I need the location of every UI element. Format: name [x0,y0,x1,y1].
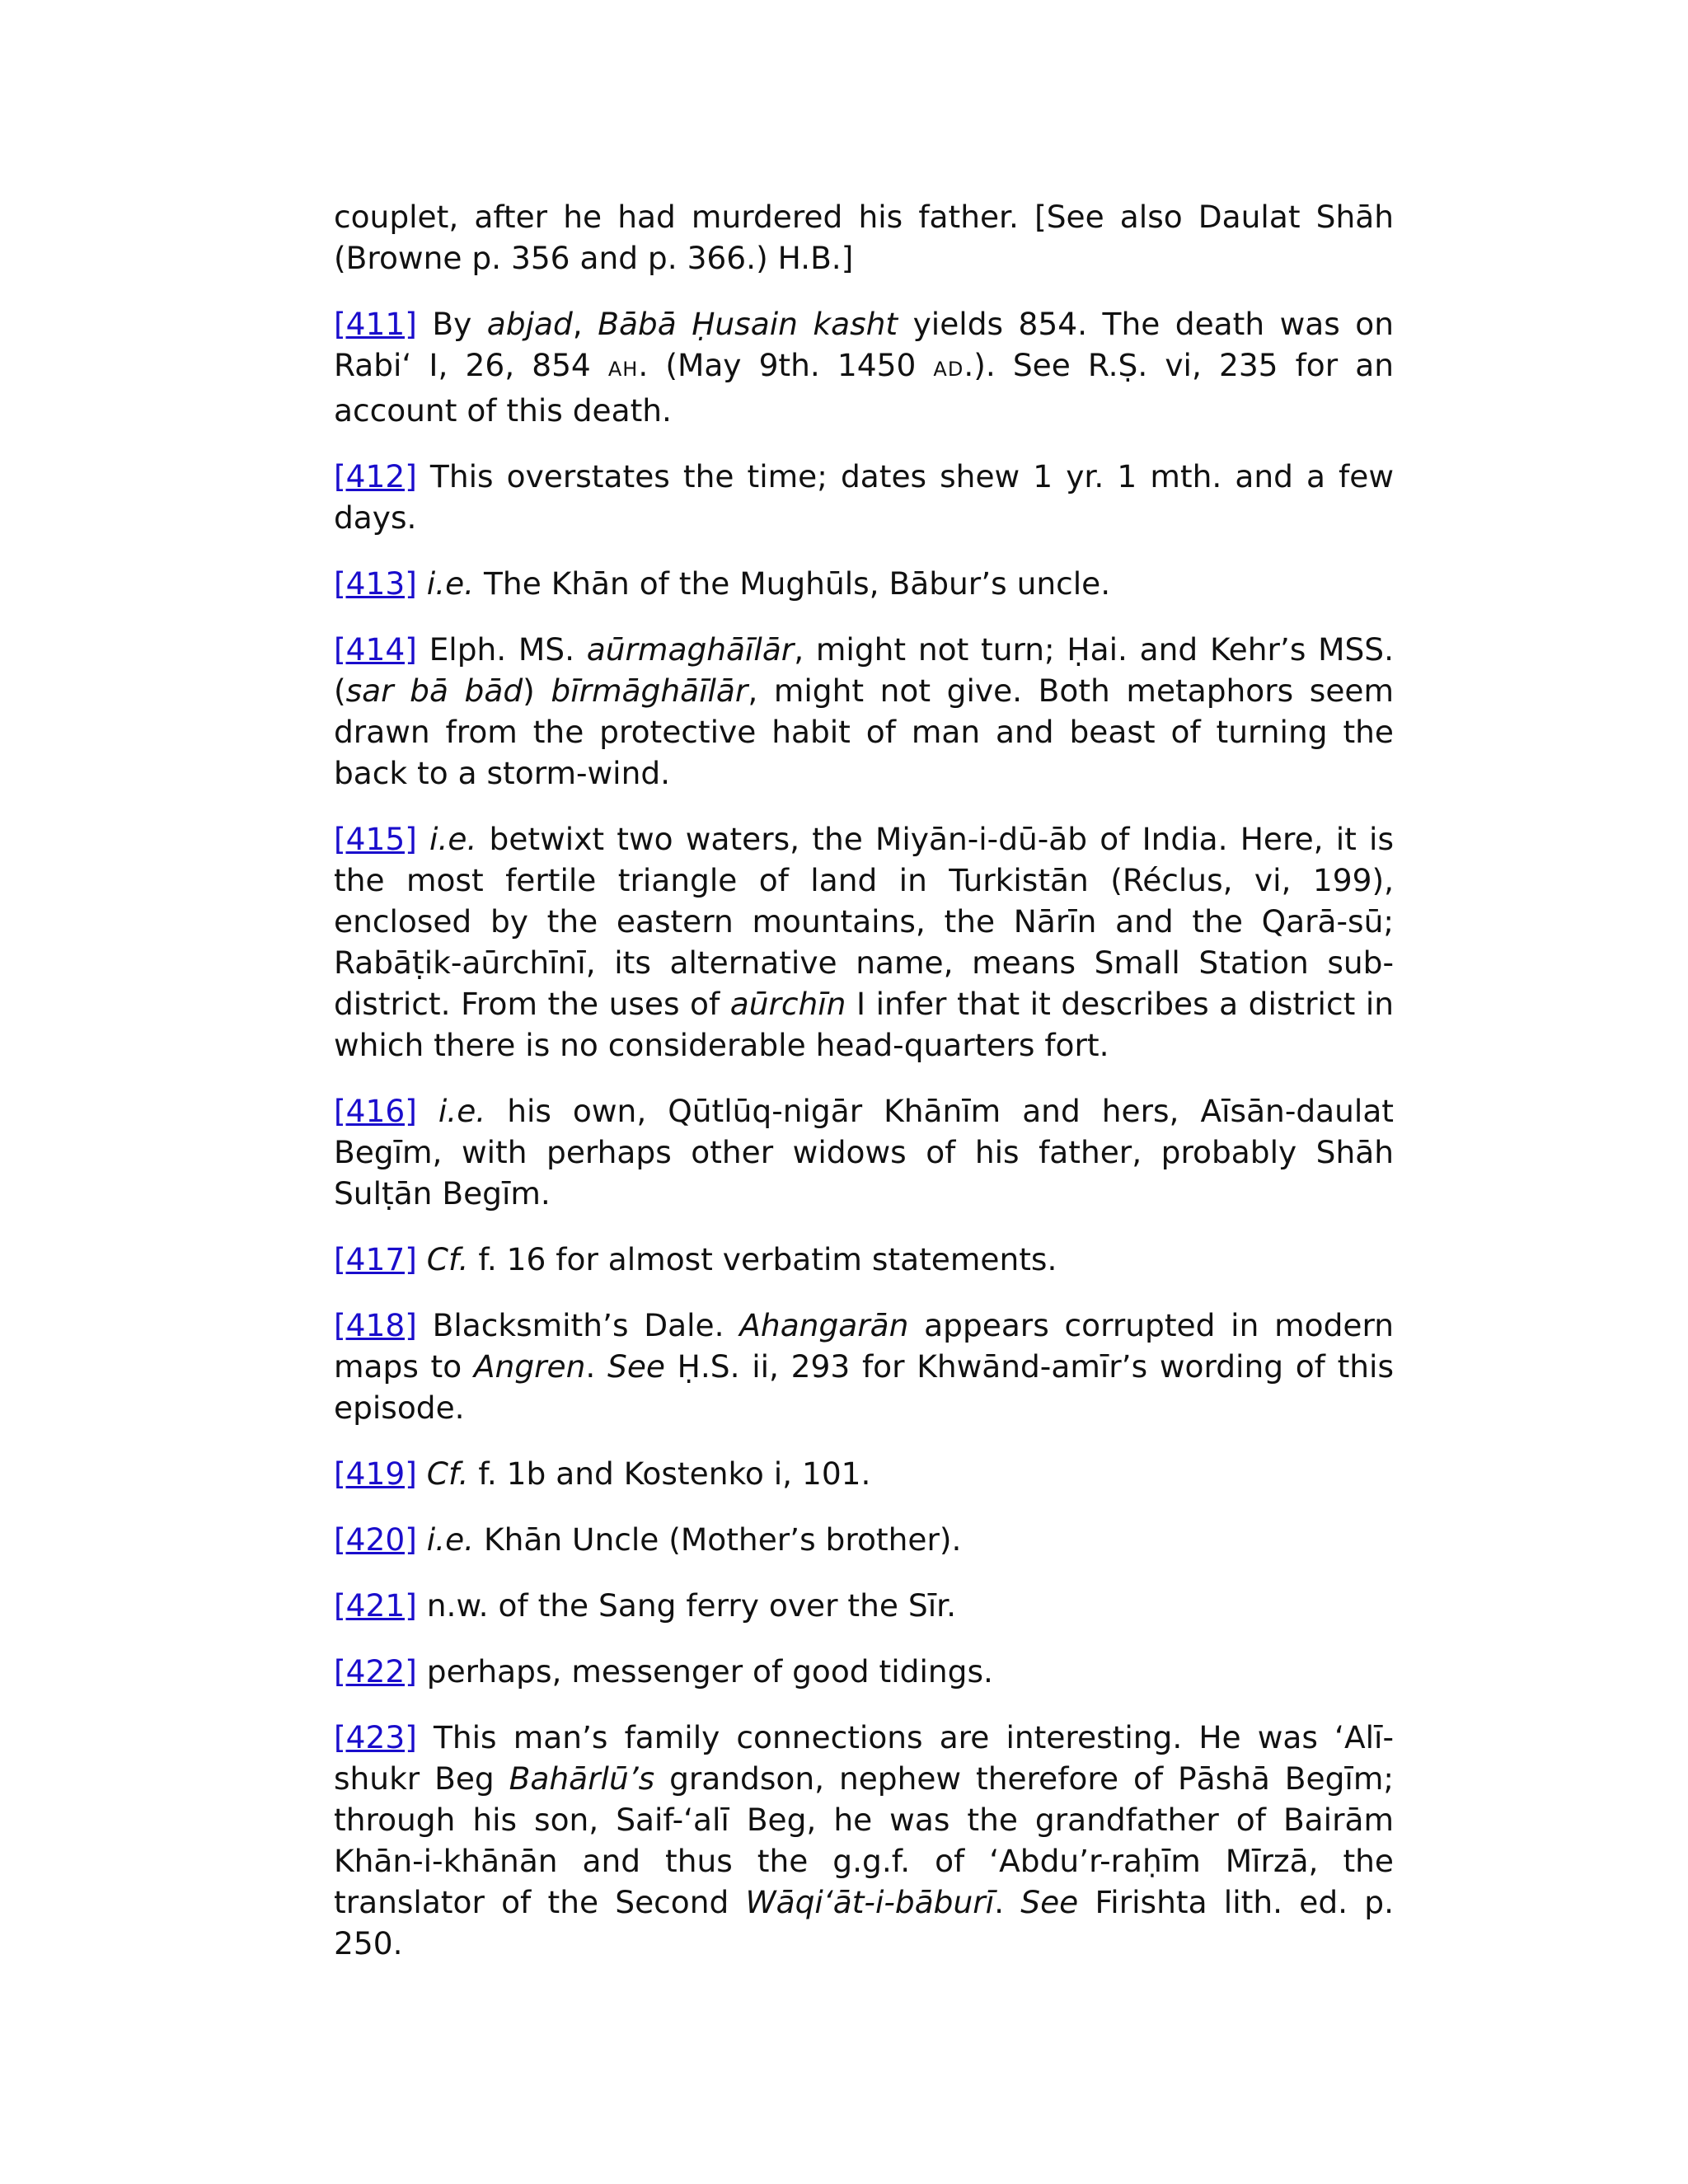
italic-text: Wāqi‘āt-i-bāburī [745,1884,995,1920]
footnote-text: ) [523,673,551,709]
italic-text: aūrchīn [729,986,846,1022]
footnote-text: , [572,306,598,342]
footnote-ref-link[interactable]: [419] [334,1455,417,1492]
footnote-419 [334,1453,1394,1494]
italic-text: i.e. [426,1521,475,1558]
italic-text: i.e. [429,821,477,857]
italic-text: i.e. [438,1093,486,1129]
footnote-ref-link[interactable]: [411] [334,306,417,342]
footnote-continuation [334,196,1394,279]
footnote-text: . [585,1348,608,1385]
footnote-ref-link[interactable]: [413] [334,565,417,602]
footnote-text [417,1093,438,1129]
footnote-ref-link[interactable]: [416] [334,1093,417,1129]
footnote-text: , might not give. Both metaphors seem drawn from the protective habit of man and beast of turning the back to a storm-wind. [334,673,1394,791]
footnote-text: The Khān of the Mughūls, Bābur’s uncle. [474,565,1111,602]
footnote-418 [334,1305,1394,1428]
footnote-text: his own, Qūtlūq-nigār Khānīm and hers, Aīsān-daulat Begīm, with perhaps other widows of his father, probably Shāh Sulṭān Begīm. [334,1093,1395,1212]
italic-text: abjad [486,306,573,342]
footnote-text: perhaps, messenger of good tidings. [416,1653,993,1690]
footnote-ref-link[interactable]: [414] [334,631,417,668]
footnote-text [417,1455,427,1492]
footnote-text: I infer that it describes a district in which there is no considerable head-quarters fort. [334,986,1395,1063]
footnote-415 [334,818,1394,1066]
italic-text: See [607,1348,665,1385]
footnote-text: Firishta lith. ed. p. 250. [334,1884,1395,1961]
footnote-text: f. 16 for almost verbatim statements. [468,1241,1057,1277]
footnote-text: betwixt two waters, the Miyān-i-dū-āb of India. Here, it is the most fertile triangle of land in Turkistān (Réclus, vi, 199), enclosed by the eastern mountains, the Nārīn and the Qarā-sū; Rabāṭik-aūrchīnī, its alternative name, means Small Station sub-district. From the uses of [334,821,1395,1022]
footnote-420 [334,1519,1394,1560]
footnote-text: Ḥ.S. ii, 293 for Khwānd-amīr’s wording of this episode. [334,1348,1394,1426]
italic-text: i.e. [426,565,475,602]
footnote-text: , might not turn; Ḥai. and Kehr’s MSS. ( [334,631,1395,709]
era-abbreviation: AD [933,358,964,381]
footnote-ref-link[interactable]: [423] [334,1719,417,1755]
footnote-text: Elph. MS. [416,631,587,668]
footnote-text: n.w. of the Sang ferry over the Sīr. [416,1587,957,1624]
footnote-423 [334,1717,1394,1964]
italic-text: Bābā Ḥusain kasht [598,306,898,342]
footnote-414 [334,629,1394,794]
italic-text: bīrmāghāīlār [551,673,748,709]
footnote-text [417,565,427,602]
italic-text: Bahārlū’s [509,1760,655,1797]
footnote-text: appears corrupted in modern maps to [334,1307,1394,1385]
footnote-text [417,821,429,857]
footnote-411 [334,303,1394,431]
footnote-ref-link[interactable]: [415] [334,821,417,857]
footnote-text: This man’s family connections are interesting. He was ‘Alī-shukr Beg [334,1719,1394,1797]
era-abbreviation: AH [607,358,639,381]
footnote-416 [334,1090,1394,1214]
footnote-text [417,1241,427,1277]
footnote-ref-link[interactable]: [418] [334,1307,417,1343]
footnote-ref-link[interactable]: [422] [334,1653,417,1690]
footnote-421 [334,1585,1394,1626]
footnote-413 [334,563,1394,604]
footnote-text: Khān Uncle (Mother’s brother). [474,1521,962,1558]
italic-text: See [1020,1884,1079,1920]
footnote-text: By [416,306,487,342]
footnote-text: grandson, nephew therefore of Pāshā Begīm; through his son, Saif-‘alī Beg, he was the grandfather of Bairām Khān-i-khānān and thus the g.g.f. of ‘Abdu’r-raḥīm Mīrzā, the translator of the Second [334,1760,1394,1920]
footnote-412 [334,456,1394,538]
footnote-text: This overstates the time; dates shew 1 yr. 1 mth. and a few days. [334,458,1394,536]
italic-text: Cf. [426,1241,469,1277]
italic-text: Angren [473,1348,586,1385]
footnote-text: . [994,1884,1021,1920]
italic-text: Cf. [426,1455,469,1492]
footnote-422 [334,1651,1394,1692]
italic-text: sar bā bād [345,673,523,709]
footnote-text: Blacksmith’s Dale. [416,1307,740,1343]
italic-text: aūrmaghāīlār [586,631,795,668]
footnotes-page [334,196,1394,1989]
footnote-ref-link[interactable]: [420] [334,1521,417,1558]
footnote-text: f. 1b and Kostenko i, 101. [468,1455,871,1492]
footnote-text: . (May 9th. 1450 [638,347,934,383]
footnote-text [417,1521,427,1558]
footnote-text: .). See R.Ṣ. vi, 235 for an account of this death. [334,347,1394,429]
footnote-text: couplet, after he had murdered his father. [See also Daulat Shāh (Browne p. 356 and p. 366.) H.B.] [334,199,1394,276]
footnote-ref-link[interactable]: [417] [334,1241,417,1277]
italic-text: Ahangarān [739,1307,909,1343]
footnote-text: yields 854. The death was on Rabi‘ I, 26, 854 [334,306,1395,383]
footnote-ref-link[interactable]: [412] [334,458,417,494]
footnote-417 [334,1239,1394,1280]
footnote-ref-link[interactable]: [421] [334,1587,417,1624]
